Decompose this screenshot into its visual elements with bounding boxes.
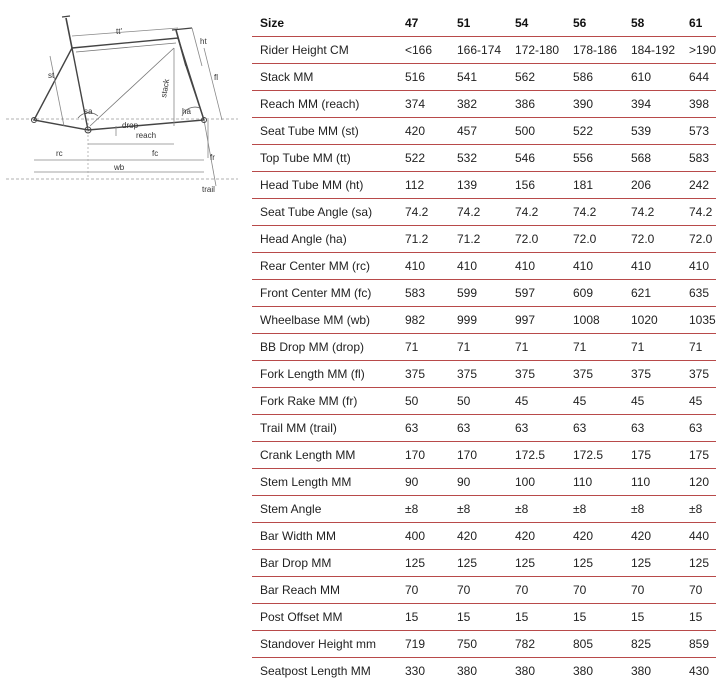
size-column-header: 51: [457, 16, 471, 30]
table-cell: ±8: [457, 502, 471, 516]
table-cell: 556: [573, 151, 594, 165]
table-row: [252, 199, 716, 226]
table-cell: >190: [689, 43, 716, 57]
table-cell: 583: [405, 286, 426, 300]
table-cell: 375: [515, 367, 536, 381]
table-cell: 15: [631, 610, 645, 624]
row-label: Head Angle (ha): [260, 232, 347, 246]
table-cell: 621: [631, 286, 652, 300]
table-cell: 71: [405, 340, 419, 354]
label-tt: tt': [116, 27, 122, 36]
table-cell: 63: [689, 421, 703, 435]
table-cell: 125: [515, 556, 536, 570]
table-row: [252, 523, 716, 550]
table-cell: 410: [631, 259, 652, 273]
label-st: st: [48, 71, 55, 80]
table-cell: 71: [515, 340, 529, 354]
table-cell: 398: [689, 97, 710, 111]
table-row: [252, 496, 716, 523]
row-label: Fork Rake MM (fr): [260, 394, 358, 408]
table-cell: 394: [631, 97, 652, 111]
table-cell: 71: [457, 340, 471, 354]
table-row: [252, 253, 716, 280]
table-cell: 70: [631, 583, 645, 597]
table-cell: 750: [457, 637, 478, 651]
table-cell: 1008: [573, 313, 600, 327]
row-label: Bar Drop MM: [260, 556, 332, 570]
size-header: Size: [260, 16, 285, 30]
row-label: Rear Center MM (rc): [260, 259, 371, 273]
table-cell: 90: [457, 475, 471, 489]
table-cell: 172.5: [515, 448, 546, 462]
size-column-header: 54: [515, 16, 529, 30]
table-cell: 380: [515, 664, 536, 678]
table-cell: 430: [689, 664, 710, 678]
table-cell: 242: [689, 178, 710, 192]
row-label: Reach MM (reach): [260, 97, 360, 111]
table-cell: 74.2: [573, 205, 597, 219]
row-label: Stack MM: [260, 70, 314, 84]
table-cell: 997: [515, 313, 536, 327]
table-cell: 15: [573, 610, 587, 624]
table-row: [252, 415, 716, 442]
table-cell: 610: [631, 70, 652, 84]
table-cell: 74.2: [689, 205, 713, 219]
label-fc: fc: [152, 149, 159, 158]
table-cell: 380: [457, 664, 478, 678]
label-ha: ha: [182, 107, 191, 116]
table-row: [252, 631, 716, 658]
table-cell: 184-192: [631, 43, 676, 57]
table-cell: 805: [573, 637, 594, 651]
table-cell: 63: [515, 421, 529, 435]
table-cell: 390: [573, 97, 594, 111]
table-cell: 166-174: [457, 43, 502, 57]
table-cell: 410: [405, 259, 426, 273]
table-cell: 375: [405, 367, 426, 381]
table-row: [252, 577, 716, 604]
table-cell: 45: [631, 394, 645, 408]
table-cell: ±8: [405, 502, 419, 516]
table-cell: 457: [457, 124, 478, 138]
row-label: BB Drop MM (drop): [260, 340, 365, 354]
table-row: [252, 307, 716, 334]
size-column-header: 58: [631, 16, 645, 30]
table-cell: 125: [573, 556, 594, 570]
table-cell: 859: [689, 637, 710, 651]
table-cell: 644: [689, 70, 710, 84]
table-cell: 45: [573, 394, 587, 408]
table-cell: 74.2: [405, 205, 429, 219]
table-cell: 172-180: [515, 43, 560, 57]
table-cell: 110: [573, 475, 593, 489]
table-cell: 45: [515, 394, 529, 408]
label-rc: rc: [56, 149, 63, 158]
table-cell: 71.2: [457, 232, 481, 246]
table-cell: 15: [405, 610, 419, 624]
table-row: [252, 226, 716, 253]
table-cell: 125: [457, 556, 478, 570]
table-cell: ±8: [689, 502, 703, 516]
table-cell: 70: [405, 583, 419, 597]
row-label: Stem Angle: [260, 502, 322, 516]
row-label: Seat Tube MM (st): [260, 124, 359, 138]
table-cell: ±8: [631, 502, 645, 516]
table-cell: 410: [573, 259, 594, 273]
table-cell: 72.0: [689, 232, 713, 246]
table-cell: 586: [573, 70, 594, 84]
table-cell: 110: [631, 475, 651, 489]
table-cell: 999: [457, 313, 478, 327]
row-label: Stem Length MM: [260, 475, 352, 489]
table-cell: 500: [515, 124, 536, 138]
table-cell: ±8: [573, 502, 587, 516]
table-cell: 125: [405, 556, 426, 570]
table-row: [252, 91, 716, 118]
table-cell: 635: [689, 286, 710, 300]
table-cell: 15: [689, 610, 703, 624]
table-cell: 532: [457, 151, 478, 165]
table-cell: 125: [631, 556, 652, 570]
row-label: Head Tube MM (ht): [260, 178, 364, 192]
row-label: Trail MM (trail): [260, 421, 337, 435]
table-row: [252, 361, 716, 388]
table-row: [252, 145, 716, 172]
label-reach: reach: [136, 131, 157, 140]
table-cell: 374: [405, 97, 426, 111]
table-cell: 50: [457, 394, 471, 408]
row-label: Wheelbase MM (wb): [260, 313, 371, 327]
table-cell: 410: [515, 259, 536, 273]
table-cell: 172.5: [573, 448, 604, 462]
table-row: [252, 658, 716, 685]
table-cell: 546: [515, 151, 536, 165]
label-ht: ht: [200, 37, 207, 46]
table-cell: 112: [405, 178, 425, 192]
table-row: [252, 118, 716, 145]
table-cell: 400: [405, 529, 426, 543]
size-column-header: 61: [689, 16, 703, 30]
table-row: [252, 442, 716, 469]
table-cell: 139: [457, 178, 478, 192]
table-cell: 375: [457, 367, 478, 381]
row-label: Fork Length MM (fl): [260, 367, 365, 381]
table-cell: 63: [405, 421, 419, 435]
table-cell: 562: [515, 70, 536, 84]
table-cell: 380: [573, 664, 594, 678]
table-cell: 72.0: [631, 232, 655, 246]
table-cell: 72.0: [515, 232, 539, 246]
table-cell: 175: [631, 448, 652, 462]
table-cell: 71: [631, 340, 645, 354]
table-cell: 63: [573, 421, 587, 435]
table-cell: 386: [515, 97, 536, 111]
size-column-header: 56: [573, 16, 587, 30]
table-cell: 420: [573, 529, 594, 543]
table-cell: 1035: [689, 313, 716, 327]
table-row: [252, 64, 716, 91]
table-cell: 380: [631, 664, 652, 678]
row-label: Post Offset MM: [260, 610, 343, 624]
label-drop: drop: [122, 121, 139, 130]
table-cell: 719: [405, 637, 426, 651]
label-stack: stack: [159, 78, 172, 99]
row-label: Crank Length MM: [260, 448, 356, 462]
table-cell: 74.2: [631, 205, 655, 219]
label-fl: fl: [214, 73, 218, 82]
table-cell: 175: [689, 448, 710, 462]
row-label: Standover Height mm: [260, 637, 377, 651]
table-cell: ±8: [515, 502, 529, 516]
table-cell: 573: [689, 124, 710, 138]
label-wb: wb: [114, 163, 125, 172]
table-cell: 583: [689, 151, 710, 165]
table-cell: 782: [515, 637, 536, 651]
table-cell: 15: [457, 610, 471, 624]
table-cell: 100: [515, 475, 536, 489]
table-cell: 522: [573, 124, 594, 138]
geometry-table: [252, 10, 716, 684]
table-cell: 597: [515, 286, 536, 300]
table-row: [252, 604, 716, 631]
table-cell: 410: [457, 259, 478, 273]
table-cell: 70: [457, 583, 471, 597]
table-cell: 420: [405, 124, 426, 138]
table-cell: 375: [631, 367, 652, 381]
table-cell: 120: [689, 475, 710, 489]
table-cell: 45: [689, 394, 703, 408]
table-cell: 375: [573, 367, 594, 381]
table-row: [252, 334, 716, 361]
table-cell: 568: [631, 151, 652, 165]
table-cell: 178-186: [573, 43, 618, 57]
table-row: [252, 469, 716, 496]
table-cell: 71: [573, 340, 587, 354]
table-cell: 170: [405, 448, 426, 462]
table-cell: <166: [405, 43, 433, 57]
table-cell: 63: [631, 421, 645, 435]
table-cell: 72.0: [573, 232, 597, 246]
table-cell: 170: [457, 448, 478, 462]
table-cell: 74.2: [457, 205, 481, 219]
table-cell: 206: [631, 178, 652, 192]
table-header-row: [252, 10, 716, 37]
row-label: Rider Height CM: [260, 43, 349, 57]
table-cell: 420: [515, 529, 536, 543]
table-body: [252, 37, 716, 685]
label-sa: sa: [84, 107, 93, 116]
table-cell: 1020: [631, 313, 658, 327]
row-label: Top Tube MM (tt): [260, 151, 351, 165]
table-row: [252, 388, 716, 415]
label-fr: fr: [210, 153, 215, 162]
table-cell: 70: [515, 583, 529, 597]
table-cell: 440: [689, 529, 710, 543]
row-label: Seatpost Length MM: [260, 664, 371, 678]
table-cell: 63: [457, 421, 471, 435]
table-cell: 15: [515, 610, 529, 624]
table-cell: 375: [689, 367, 710, 381]
table-cell: 50: [405, 394, 419, 408]
table-cell: 420: [457, 529, 478, 543]
table-row: [252, 37, 716, 64]
table-cell: 982: [405, 313, 426, 327]
row-label: Bar Width MM: [260, 529, 337, 543]
table-cell: 330: [405, 664, 426, 678]
table-cell: 382: [457, 97, 478, 111]
table-cell: 181: [573, 178, 594, 192]
table-cell: 70: [689, 583, 703, 597]
table-cell: 522: [405, 151, 426, 165]
row-label: Bar Reach MM: [260, 583, 341, 597]
table-cell: 70: [573, 583, 587, 597]
table-cell: 516: [405, 70, 426, 84]
label-trail: trail: [202, 185, 215, 194]
table-row: [252, 172, 716, 199]
table-row: [252, 280, 716, 307]
table-cell: 599: [457, 286, 478, 300]
bike-geometry-diagram: [6, 8, 242, 196]
table-cell: 539: [631, 124, 652, 138]
table-row: [252, 550, 716, 577]
table-cell: 420: [631, 529, 652, 543]
row-label: Seat Tube Angle (sa): [260, 205, 373, 219]
table-cell: 71: [689, 340, 703, 354]
table-cell: 74.2: [515, 205, 539, 219]
table-cell: 541: [457, 70, 478, 84]
table-cell: 609: [573, 286, 594, 300]
table-cell: 156: [515, 178, 536, 192]
table-cell: 125: [689, 556, 710, 570]
row-label: Front Center MM (fc): [260, 286, 372, 300]
table-cell: 71.2: [405, 232, 429, 246]
size-column-header: 47: [405, 16, 419, 30]
table-cell: 90: [405, 475, 419, 489]
table-cell: 825: [631, 637, 652, 651]
table-cell: 410: [689, 259, 710, 273]
